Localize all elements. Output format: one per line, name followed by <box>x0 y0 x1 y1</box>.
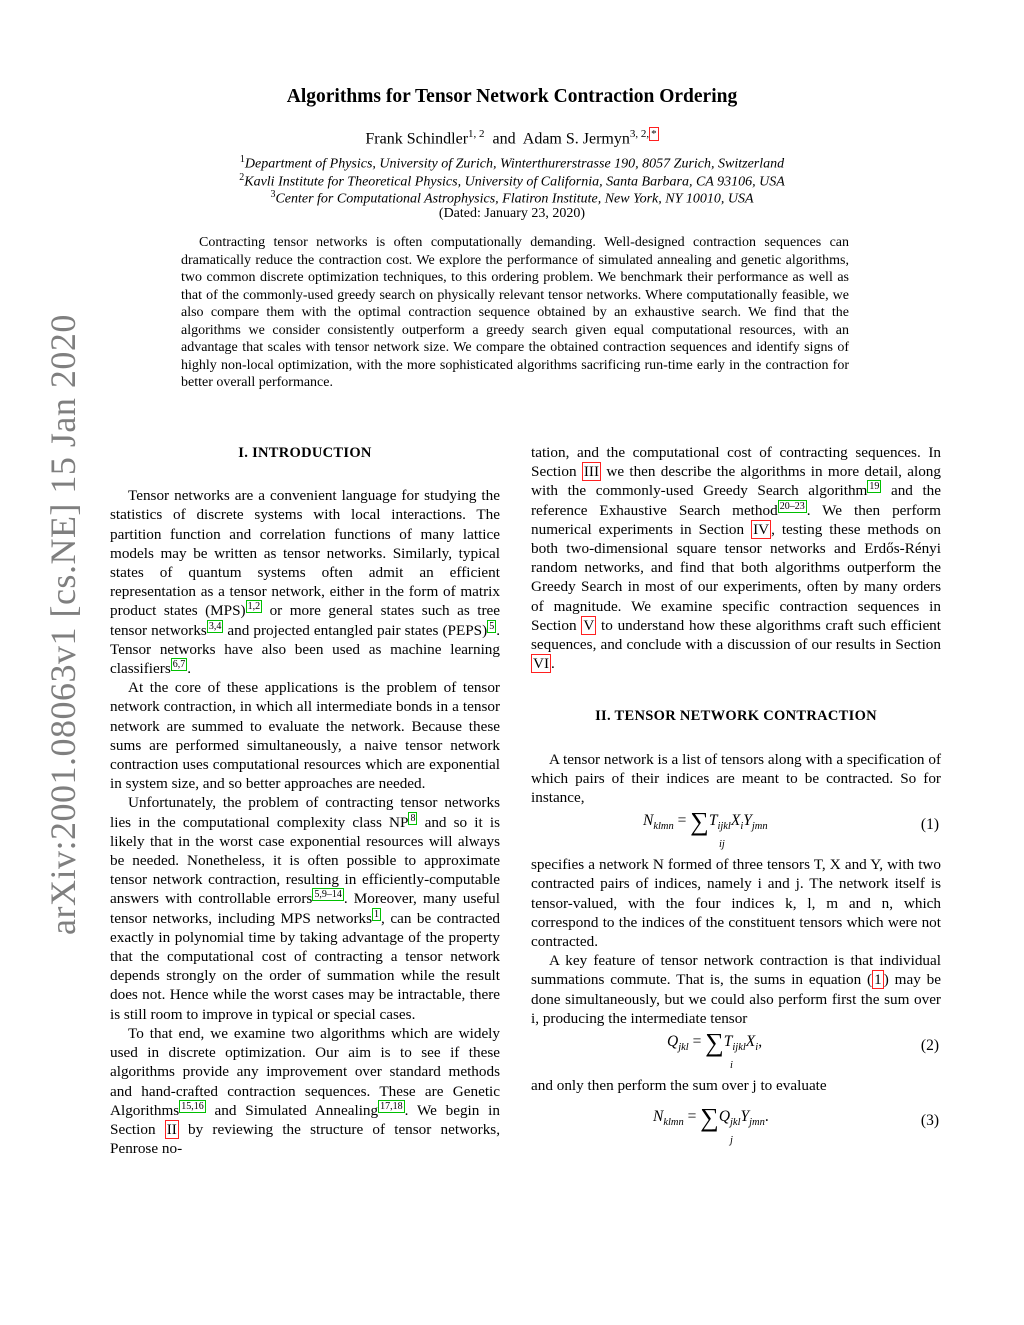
citation-link[interactable]: 5 <box>489 620 495 632</box>
summation-index: ij <box>719 839 725 851</box>
summation-index: j <box>730 1135 733 1147</box>
paragraph: To that end, we examine two algorithms which are widely used in discrete optimization. Our aim is to see if these algorithms provide any improvement over standard methods and hand-crafted contraction sequences. These are Genetic Algorithms $^{15,16}$ and Simulated Annealing $^{17,18}$ . We begin in Section II by reviewing the structure of tensor networks, Penrose no- <box>110 1024 500 1158</box>
section-heading-contraction: II. TENSOR NETWORK CONTRACTION <box>595 708 877 725</box>
summation-symbol: ∑ <box>700 1103 719 1133</box>
right-column <box>531 443 941 1151</box>
citation-link[interactable]: 6,7 <box>172 658 186 670</box>
affiliation-text: Department of Physics, University of Zurich, Winterthurerstrasse 190, 8057 Zurich, Switzerland <box>244 156 785 172</box>
equation-3 <box>531 1103 941 1151</box>
author-list <box>0 128 1024 148</box>
author-conjunction: and <box>492 130 516 148</box>
citation-link[interactable]: 8 <box>410 812 416 824</box>
paragraph: tation, and the computational cost of contracting sequences. In Section III we then describe the algorithms in more detail, along with the commonly-used Greedy Search algorithm $^{19}$ and the reference Exhaustive Search method $^{20-23}$ . We then perform numerical experiments in Section IV , testing these methods on both two-dimensional square tensor networks and Erdős-Rényi random networks, and find that both algorithms outperform the Greedy Search in most of our experiments, often by many orders of magnitude. We examine specific contraction sequences in Section V to understand how these algorithms craft such efficient sequences, and conclude with a discussion of our results in Section VI . <box>531 444 942 673</box>
citation-link[interactable]: 1,2 <box>247 601 261 613</box>
equation-number: (3) <box>920 1112 939 1130</box>
equation-1 <box>531 807 941 855</box>
corresponding-author-link[interactable]: * <box>651 128 657 140</box>
affiliation-line <box>0 172 1024 191</box>
paragraph: A tensor network is a list of tensors along with a specification of which pairs of their indices are meant to be contracted. So for instance, <box>531 750 941 807</box>
section-link[interactable]: VI <box>533 655 550 673</box>
summation-symbol: ∑ <box>705 1028 724 1058</box>
equation-link[interactable]: 1 <box>874 971 882 989</box>
left-column <box>110 444 500 1158</box>
affiliation-number: 2 <box>239 172 245 183</box>
paragraph: At the core of these applications is the problem of tensor network contraction, in which all intermediate bonds in a tensor network are summed to evaluate the network. Because these sums are performed simultaneously, a naive tensor network contraction uses computational resources which are exponential in system size, and so better approaches are needed. <box>110 679 500 793</box>
equation-body: $N_{klmn} = \sum Q_{jkl}Y_{jmn}$. <box>653 1103 769 1133</box>
paragraph: and only then perform the sum over j to evaluate <box>531 1077 827 1095</box>
affiliation-line <box>0 154 1024 173</box>
paragraph: specifies a network N formed of three tensors T, X and Y, with two contracted pairs of indices, namely i and j. The network itself is tensor-valued, with the four indices k, l, m and n, which correspond to the indices of the constituent tensors which were not contracted. <box>531 856 941 951</box>
abstract: Contracting tensor networks is often computationally demanding. Well-designed contraction sequences can dramatically reduce the contraction cost. We explore the performance of simulated annealing and genetic algorithms, two common discrete optimization techniques, to this ordering problem. We benchmark their performance as well as that of the commonly-used greedy search on physically relevant tensor networks. Where computationally feasible, we also compare them with the optimal contraction sequence obtained by an exhaustive search. We find that the algorithms we consider consistently outperform a greedy search given equal computational resources, with an advantage that scales with tensor network size. We compare the obtained contraction sequences and identify signs of highly non-local optimization, with the more sophisticated algorithms sacrificing run-time early in the contraction for better overall performance. <box>181 235 849 390</box>
author-name: Adam S. Jermyn <box>522 130 630 148</box>
equation-body: $N_{klmn} = \sum T_{ijkl}X_iY_{jmn}$ <box>643 807 768 837</box>
affiliation-marker: 1, 2 <box>468 128 485 140</box>
section-link[interactable]: IV <box>753 520 770 538</box>
affiliation-text: Center for Computational Astrophysics, Flatiron Institute, New York, NY 10010, USA <box>275 191 754 207</box>
author-name: Frank Schindler <box>365 130 469 148</box>
paragraph: A key feature of tensor network contraction is that individual summations commute. That is, the sums in equation ( 1 ) may be done simultaneously, but we could also perform first the sum over i, producing the intermediate tensor <box>531 952 941 1027</box>
summation-index: i <box>730 1060 733 1072</box>
summation-symbol: ∑ <box>690 807 709 837</box>
date-line: (Dated: January 23, 2020) <box>438 206 586 221</box>
paper-title: Algorithms for Tensor Network Contraction Ordering <box>286 86 738 107</box>
equation-number: (1) <box>920 816 939 834</box>
paragraph: Unfortunately, the problem of contracting tensor networks lies in the computational complexity class NP $^8$ and so it is likely that in the worst case exponential resources will always be needed. Nonetheless, it is often possible to approximate tensor network contraction, resulting in efficiently-computable answers with controllable errors $^{5,9-14}$ . Moreover, many useful tensor networks, including MPS networks $^1$ , can be contracted exactly in polynomial time by taking advantage of the property that the computational cost of contracting a tensor network depends strongly on the order of summation while the result does not. Hence while the worst cases may be intractable, there is still room to improve in typical or special cases. <box>110 794 500 1023</box>
affiliation-number: 3 <box>270 189 276 200</box>
equation-number: (2) <box>920 1037 939 1055</box>
citation-link[interactable]: 20–23 <box>779 500 805 512</box>
equation-body: $Q_{jkl} = \sum T_{ijkl}X_i$, <box>667 1028 763 1058</box>
paragraph: Tensor networks are a convenient language for studying the statistics of discrete systems with local interactions. The partition function and correlation functions of many lattice models may be written as tensor networks. Similarly, typical states of quantum systems often admit an efficient representation as a tensor network, either in the form of matrix product states (MPS) $^{1,2}$ or more general states such as tree tensor networks $^{3,4}$ and projected entangled pair states (PEPS) $^5$ . Tensor networks have also been used as machine learning classifiers $^{6,7}$ . <box>110 487 500 678</box>
citation-link[interactable]: 15,16 <box>181 1100 204 1112</box>
equation-2 <box>531 1028 941 1076</box>
citation-link[interactable]: 17,18 <box>380 1100 403 1112</box>
affiliation-number: 1 <box>239 154 245 165</box>
citation-link[interactable]: 19 <box>869 481 880 493</box>
affiliation-marker: 3, 2, <box>629 128 650 140</box>
section-link[interactable]: II <box>166 1120 177 1138</box>
citation-link[interactable]: 1 <box>374 908 380 920</box>
section-heading-introduction: I. INTRODUCTION <box>238 445 372 461</box>
affiliation-line <box>0 189 1024 208</box>
section-link[interactable]: V <box>583 616 595 634</box>
citation-link[interactable]: 3,4 <box>208 620 222 632</box>
arxiv-side-stamp: arXiv:2001.08063v1 [cs.NE] 15 Jan 2020 <box>43 314 83 935</box>
affiliation-text: Kavli Institute for Theoretical Physics, University of California, Santa Barbara, CA 93106, USA <box>244 174 785 190</box>
section-link[interactable]: III <box>583 463 600 481</box>
citation-link[interactable]: 5,9–14 <box>314 889 342 901</box>
